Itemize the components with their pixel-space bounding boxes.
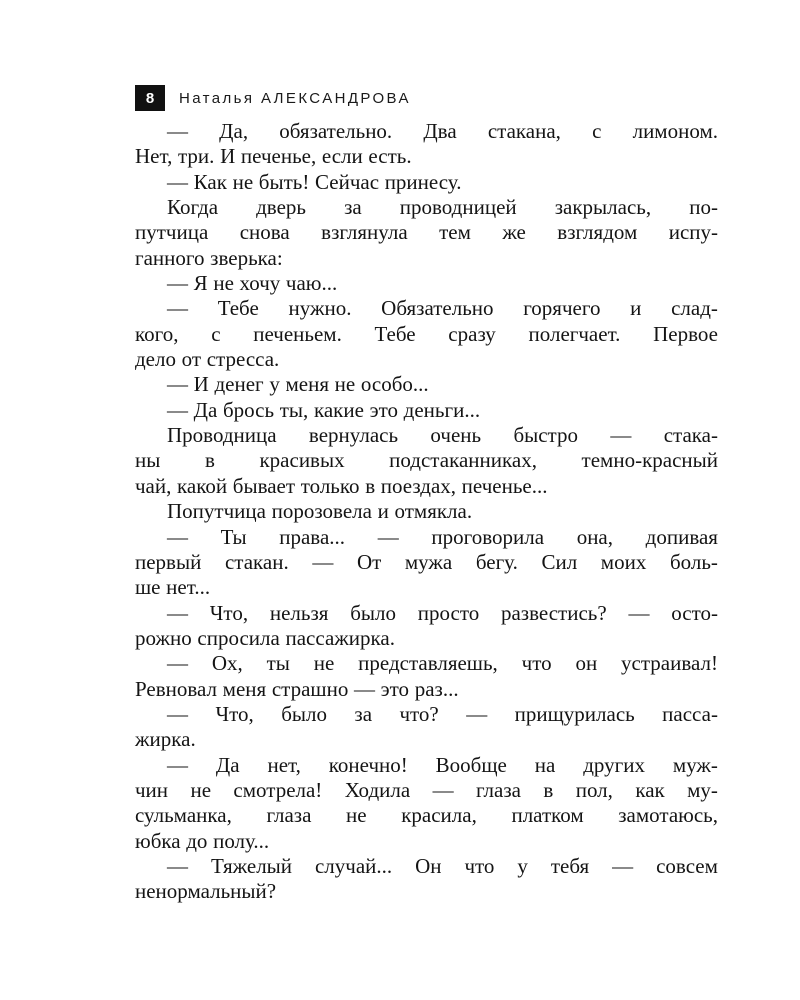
- word: на: [534, 752, 556, 777]
- word: не: [190, 777, 212, 802]
- word: подстаканниках,: [389, 448, 537, 473]
- text-line: [135, 296, 718, 321]
- word: проговорила: [431, 524, 545, 549]
- word: она,: [576, 524, 613, 549]
- word: Ох,: [211, 651, 243, 676]
- word: осто-: [671, 600, 718, 625]
- word: —: [312, 549, 334, 574]
- word: Проводница: [167, 423, 277, 448]
- word: Два: [423, 119, 457, 143]
- word: он: [575, 651, 598, 676]
- word: есть.: [368, 144, 412, 169]
- word: —: [167, 397, 188, 422]
- word: Когда: [167, 195, 219, 220]
- word: муж-: [672, 752, 718, 777]
- word: ты: [266, 651, 290, 676]
- word: страшно: [271, 676, 349, 701]
- word: три.: [178, 144, 215, 169]
- word: кого,: [135, 321, 179, 346]
- text-line: [135, 601, 718, 626]
- word: рожно: [135, 625, 192, 650]
- word: нет,: [267, 752, 301, 777]
- word: испу-: [668, 220, 718, 245]
- text-line: [135, 829, 718, 854]
- word: Я: [193, 271, 208, 296]
- word: И: [220, 144, 236, 169]
- word: И: [193, 372, 209, 397]
- word: права...: [279, 524, 346, 549]
- word: в: [204, 448, 215, 473]
- word: пол,: [575, 777, 613, 802]
- text-line: [135, 347, 718, 372]
- word: слад-: [671, 296, 718, 321]
- word: Тебе: [217, 296, 259, 321]
- word: и: [630, 296, 642, 321]
- word: сразу: [448, 321, 496, 346]
- text-line: [135, 195, 718, 220]
- word: как: [635, 777, 665, 802]
- word: ганного: [135, 245, 205, 270]
- text-line: [135, 575, 718, 600]
- word: —: [377, 524, 399, 549]
- text-line: [135, 119, 718, 144]
- word: —: [167, 701, 188, 726]
- word: путчица: [135, 220, 209, 245]
- word: стакана,: [487, 119, 561, 143]
- word: принесу.: [384, 169, 462, 194]
- word: что: [464, 853, 495, 878]
- word: —: [466, 701, 488, 726]
- word: случай...: [314, 853, 393, 878]
- word: стакан.: [224, 549, 289, 574]
- word: в: [365, 473, 376, 498]
- word: просто: [417, 600, 480, 625]
- text-line: [135, 727, 718, 752]
- word: отмякла.: [394, 499, 473, 524]
- word: поездах,: [380, 473, 457, 498]
- word: —: [432, 777, 454, 802]
- word: Ходила: [344, 777, 411, 802]
- word: бегу.: [475, 549, 518, 574]
- word: взглянула: [321, 220, 408, 245]
- text-line: [135, 246, 718, 271]
- word: жирка.: [135, 727, 196, 752]
- word: глаза: [476, 777, 521, 802]
- word: —: [167, 372, 188, 397]
- word: полегчает.: [528, 321, 621, 346]
- word: —: [353, 676, 375, 701]
- word: тем: [439, 220, 471, 245]
- word: это: [369, 397, 398, 422]
- text-line: [135, 702, 718, 727]
- word: нет...: [166, 575, 211, 600]
- word: какие: [313, 397, 364, 422]
- word: не: [232, 169, 254, 194]
- word: —: [167, 524, 188, 549]
- word: —: [167, 853, 188, 878]
- word: Да: [215, 752, 240, 777]
- page-number: 8: [135, 85, 165, 111]
- text-line: [135, 525, 718, 550]
- word: стака-: [663, 423, 718, 448]
- word: пассажирка.: [285, 625, 395, 650]
- word: меня: [222, 676, 267, 701]
- word: стресса.: [206, 347, 280, 372]
- word: это: [380, 676, 410, 701]
- word: с: [211, 321, 221, 346]
- word: что?: [399, 701, 439, 726]
- author-name: Наталья АЛЕКСАНДРОВА: [179, 89, 411, 107]
- word: хочу: [239, 271, 281, 296]
- word: проводницей: [399, 195, 517, 220]
- word: раз...: [414, 676, 459, 701]
- word: Вообще: [435, 752, 507, 777]
- word: нужно.: [288, 296, 352, 321]
- word: зверька:: [210, 245, 283, 270]
- word: Да,: [219, 119, 249, 143]
- word: денег: [214, 372, 264, 397]
- word: Попутчица: [167, 499, 266, 524]
- text-line: [135, 322, 718, 347]
- word: чаю...: [285, 271, 338, 296]
- text-line: [135, 448, 718, 473]
- word: снова: [239, 220, 290, 245]
- running-header: [135, 84, 411, 112]
- word: взглядом: [557, 220, 638, 245]
- word: юбка: [135, 828, 181, 853]
- word: не: [334, 372, 356, 397]
- word: глаза: [266, 803, 312, 828]
- word: от: [181, 347, 202, 372]
- word: —: [167, 752, 188, 777]
- word: деньги...: [403, 397, 481, 422]
- word: От: [356, 549, 382, 574]
- word: же: [502, 220, 526, 245]
- text-line: [135, 170, 718, 195]
- word: очень: [430, 423, 482, 448]
- word: не: [313, 651, 335, 676]
- text-line: [135, 677, 718, 702]
- word: не: [346, 803, 367, 828]
- word: —: [167, 600, 188, 625]
- word: чай,: [135, 473, 172, 498]
- word: —: [167, 296, 188, 321]
- word: вернулась: [308, 423, 399, 448]
- word: Что,: [209, 600, 249, 625]
- word: совсем: [656, 853, 718, 878]
- word: обязательно.: [279, 119, 393, 143]
- word: печенье,: [240, 144, 317, 169]
- word: допивая: [645, 524, 718, 549]
- word: первый: [135, 549, 202, 574]
- word: ненормальный?: [135, 879, 277, 904]
- word: ты,: [279, 397, 309, 422]
- word: не: [213, 271, 234, 296]
- word: замотаюсь,: [618, 803, 718, 828]
- word: быстро: [513, 423, 578, 448]
- word: устраивал!: [621, 651, 718, 676]
- word: дверь: [256, 195, 306, 220]
- text-line: [135, 372, 718, 397]
- word: что: [521, 651, 552, 676]
- word: было: [350, 600, 396, 625]
- word: —: [167, 169, 188, 194]
- word: моих: [600, 549, 647, 574]
- text-line: [135, 144, 718, 169]
- word: —: [610, 423, 632, 448]
- word: Тяжелый: [210, 853, 293, 878]
- word: Да: [193, 397, 218, 422]
- text-line: [135, 550, 718, 575]
- word: быть!: [258, 169, 310, 194]
- word: нельзя: [269, 600, 329, 625]
- word: му-: [687, 777, 718, 802]
- word: с: [592, 119, 602, 143]
- text-line: [135, 220, 718, 245]
- word: —: [167, 651, 188, 676]
- text-line: [135, 398, 718, 423]
- text-line: [135, 879, 718, 904]
- word: красивых: [259, 448, 345, 473]
- word: Ты: [220, 524, 247, 549]
- word: пасса-: [662, 701, 718, 726]
- word: только: [300, 473, 360, 498]
- word: если: [321, 144, 363, 169]
- word: закрылась,: [554, 195, 652, 220]
- text-line: [135, 854, 718, 879]
- word: тебя: [550, 853, 590, 878]
- word: было: [281, 701, 327, 726]
- text-line: [135, 778, 718, 803]
- word: печенье...: [461, 473, 548, 498]
- text-line: [135, 626, 718, 651]
- text-line: [135, 651, 718, 676]
- word: боль-: [669, 549, 718, 574]
- word: —: [167, 119, 188, 143]
- text-line: [135, 474, 718, 499]
- word: в: [543, 777, 554, 802]
- word: красила,: [401, 803, 477, 828]
- word: бывает: [232, 473, 296, 498]
- word: и: [377, 499, 389, 524]
- word: за: [354, 701, 373, 726]
- text-line: [135, 271, 718, 296]
- word: Как: [193, 169, 227, 194]
- word: брось: [222, 397, 275, 422]
- text-line: [135, 423, 718, 448]
- word: платком: [511, 803, 584, 828]
- word: горячего: [523, 296, 601, 321]
- word: Сейчас: [315, 169, 380, 194]
- word: —: [628, 600, 650, 625]
- word: Обязательно: [381, 296, 494, 321]
- text-line: [135, 753, 718, 778]
- word: лимоном.: [632, 119, 718, 143]
- word: Нет,: [135, 144, 173, 169]
- word: у: [517, 853, 528, 878]
- word: темно-красный: [581, 448, 718, 473]
- word: печеньем.: [253, 321, 342, 346]
- word: конечно!: [328, 752, 408, 777]
- word: какой: [177, 473, 228, 498]
- word: смотрела!: [233, 777, 323, 802]
- word: Первое: [653, 321, 718, 346]
- word: сульманка,: [135, 803, 232, 828]
- word: чин: [135, 777, 169, 802]
- word: особо...: [360, 372, 429, 397]
- word: развестись?: [500, 600, 607, 625]
- text-line: [135, 499, 718, 524]
- word: дело: [135, 347, 176, 372]
- word: представляешь,: [358, 651, 498, 676]
- word: ны: [135, 448, 161, 473]
- body-text: [135, 119, 718, 905]
- word: меня: [285, 372, 329, 397]
- word: Сил: [541, 549, 578, 574]
- word: до: [186, 828, 208, 853]
- word: Тебе: [374, 321, 416, 346]
- word: полу...: [213, 828, 270, 853]
- word: других: [583, 752, 645, 777]
- word: спросила: [197, 625, 280, 650]
- word: —: [612, 853, 634, 878]
- word: прищурилась: [514, 701, 635, 726]
- word: Он: [415, 853, 442, 878]
- word: по-: [689, 195, 718, 220]
- word: мужа: [404, 549, 453, 574]
- word: порозовела: [271, 499, 372, 524]
- word: у: [269, 372, 280, 397]
- word: —: [167, 271, 188, 296]
- word: за: [344, 195, 362, 220]
- word: ше: [135, 575, 161, 600]
- text-line: [135, 803, 718, 828]
- word: Что,: [215, 701, 254, 726]
- word: Ревновал: [135, 676, 218, 701]
